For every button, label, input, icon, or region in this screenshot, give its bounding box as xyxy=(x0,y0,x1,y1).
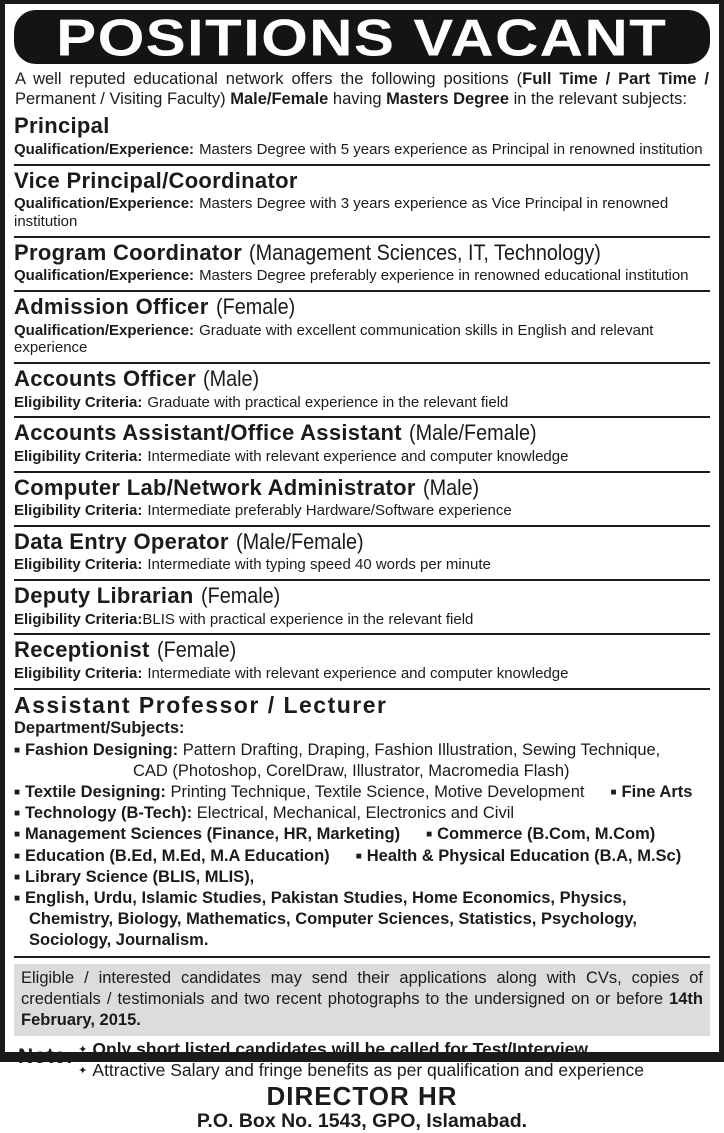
note-section xyxy=(14,1039,710,1080)
job-criteria-text: Intermediate with relevant experience and computer knowledge xyxy=(147,447,569,465)
postal-address: P.O. Box No. 1543, GPO, Islamabad. xyxy=(196,1110,528,1133)
subject-label: Health & Physical Education (B.A, M.Sc) xyxy=(366,846,682,865)
square-bullet-icon: ■ xyxy=(14,808,21,820)
job-title-text: Accounts Assistant/Office Assistant xyxy=(14,420,402,446)
subject-text: Pattern Drafting, Draping, Fashion Illustration, Sewing Technique, xyxy=(178,741,661,760)
square-bullet-icon: ■ xyxy=(14,829,21,841)
note-item xyxy=(78,1060,644,1081)
job-title-text: Data Entry Operator xyxy=(14,528,229,554)
job-criteria-label: Eligibility Criteria: xyxy=(14,447,143,465)
subject-label: Technology (B-Tech): xyxy=(25,804,193,823)
subject-item-textile xyxy=(14,782,710,803)
job-criteria xyxy=(14,502,710,520)
note-items xyxy=(78,1039,644,1080)
job-criteria xyxy=(14,556,710,574)
note-label: Note: xyxy=(18,1045,74,1069)
square-bullet-icon: ■ xyxy=(14,871,21,883)
faculty-title: Assistant Professor / Lecturer xyxy=(14,691,388,718)
job-title-suffix: (Male/Female) xyxy=(235,528,364,554)
job-section-accounts-officer xyxy=(14,364,710,418)
job-title-text: Vice Principal/Coordinator xyxy=(14,167,298,193)
application-deadline: 14th February, 2015. xyxy=(21,990,703,1030)
job-section-data-entry-operator xyxy=(14,527,710,581)
job-criteria-label: Qualification/Experience: xyxy=(14,267,195,285)
job-title xyxy=(14,295,710,320)
subject-label: English, Urdu, Islamic Studies, Pakistan Studies, Home Economics, Physics, Chemistry, Biology, Mathematics, Computer Sciences, Statistics, Psychology, Sociology, Journalism. xyxy=(25,888,637,950)
department-subjects-label: Department/Subjects: xyxy=(14,719,185,738)
subject-item-fashion xyxy=(14,740,710,782)
subject-label: Education (B.Ed, M.Ed, M.A Education) xyxy=(25,846,330,865)
job-criteria xyxy=(14,141,710,159)
subject-label: Textile Designing: xyxy=(25,783,166,802)
square-bullet-icon: ■ xyxy=(610,787,617,799)
job-title-text: Receptionist xyxy=(14,637,150,663)
job-criteria xyxy=(14,611,710,629)
job-section-deputy-librarian xyxy=(14,581,710,635)
subject-label: Fashion Designing: xyxy=(25,741,179,760)
subject-label: Management Sciences (Finance, HR, Marketing) xyxy=(25,825,401,844)
subject-text-continued: CAD (Photoshop, CorelDraw, Illustrator, Macromedia Flash) xyxy=(133,762,570,781)
job-criteria-label: Qualification/Experience: xyxy=(14,195,195,213)
job-criteria-text: Intermediate with typing speed 40 words per minute xyxy=(147,556,491,574)
job-criteria xyxy=(14,322,710,357)
job-section-admission-officer xyxy=(14,292,710,364)
job-criteria xyxy=(14,665,710,683)
job-criteria-text: BLIS with practical experience in the relevant field xyxy=(142,610,474,628)
subject-item-management xyxy=(14,824,710,845)
square-bullet-icon: ■ xyxy=(426,829,433,841)
square-bullet-icon: ■ xyxy=(355,850,362,862)
job-criteria xyxy=(14,267,710,285)
job-title-text: Computer Lab/Network Administrator xyxy=(14,474,416,500)
intro-text: A well reputed educational network offers the following positions ( xyxy=(15,70,523,88)
job-title-suffix: (Management Sciences, IT, Technology) xyxy=(249,239,602,265)
job-title-text: Deputy Librarian xyxy=(14,583,194,609)
job-criteria-label: Eligibility Criteria: xyxy=(14,502,143,520)
job-title xyxy=(14,114,710,139)
subject-text: Electrical, Mechanical, Electronics and Civil xyxy=(192,804,515,823)
header-banner xyxy=(14,7,710,67)
job-section-program-coordinator xyxy=(14,238,710,292)
subject-label: Fine Arts xyxy=(621,783,693,802)
job-title-suffix: (Female) xyxy=(215,293,295,319)
job-title xyxy=(14,241,710,266)
note-item xyxy=(78,1039,644,1060)
subject-label: Commerce (B.Com, M.Com) xyxy=(437,825,656,844)
job-title xyxy=(14,530,710,555)
job-criteria-text: Masters Degree with 5 years experience as Principal in renowned institution xyxy=(199,140,703,158)
job-title xyxy=(14,584,710,609)
job-section-principal xyxy=(14,111,710,165)
job-criteria-label: Eligibility Criteria: xyxy=(14,665,143,683)
page-title: POSITIONS VACANT xyxy=(56,7,668,67)
job-criteria-text: Intermediate preferably Hardware/Software experience xyxy=(147,502,512,520)
square-bullet-icon: ■ xyxy=(14,787,21,799)
application-instructions xyxy=(14,964,710,1036)
job-title-text: Program Coordinator xyxy=(14,239,243,265)
subject-label: Library Science (BLIS, MLIS), xyxy=(25,867,255,886)
star-bullet-icon: ✦ xyxy=(78,1065,88,1078)
intro-paragraph xyxy=(15,69,709,109)
job-title-suffix: (Male) xyxy=(203,365,260,391)
job-title-text: Principal xyxy=(14,113,110,139)
job-criteria-label: Eligibility Criteria: xyxy=(14,610,143,628)
application-text: Eligible / interested candidates may send their applications along with CVs, copies of credentials / testimonials and two recent photographs to the undersigned on or before xyxy=(21,969,703,1009)
job-title-suffix: (Female) xyxy=(200,583,280,609)
intro-bold-masters: Masters Degree xyxy=(386,90,510,109)
job-criteria-label: Eligibility Criteria: xyxy=(14,393,143,411)
star-bullet-icon: ✦ xyxy=(78,1044,88,1057)
job-title xyxy=(14,638,710,663)
job-title-suffix: (Male) xyxy=(422,474,479,500)
note-text: Attractive Salary and fringe benefits as per qualification and experience xyxy=(92,1060,644,1081)
subject-item-library-science xyxy=(14,867,710,888)
job-title-text: Accounts Officer xyxy=(14,365,197,391)
note-text: Only short listed candidates will be called for Test/Interview. xyxy=(92,1039,593,1060)
faculty-section xyxy=(14,690,710,958)
job-title-text: Admission Officer xyxy=(14,293,209,319)
job-title-suffix: (Female) xyxy=(156,637,236,663)
intro-text: Permanent / Visiting Faculty) xyxy=(15,90,231,109)
job-title xyxy=(14,169,710,194)
job-criteria-text: Intermediate with relevant experience and computer knowledge xyxy=(147,665,569,683)
intro-bold-fulltime: Full Time / Part Time / xyxy=(522,70,709,88)
intro-text: having xyxy=(328,90,387,109)
job-criteria-text: Masters Degree with 3 years experience as Vice Principal in renowned institution xyxy=(14,195,669,230)
intro-text: in the relevant subjects: xyxy=(509,90,687,109)
subject-item-technology xyxy=(14,803,710,824)
job-section-vice-principal xyxy=(14,166,710,238)
job-title xyxy=(14,421,710,446)
square-bullet-icon: ■ xyxy=(14,850,21,862)
job-title xyxy=(14,476,710,501)
subject-text: Printing Technique, Textile Science, Motive Development xyxy=(165,783,585,802)
subject-item-education xyxy=(14,846,710,867)
intro-bold-malefemale: Male/Female xyxy=(230,90,329,109)
job-criteria xyxy=(14,448,710,466)
job-title-suffix: (Male/Female) xyxy=(408,420,537,446)
job-title xyxy=(14,367,710,392)
square-bullet-icon: ■ xyxy=(14,745,21,757)
job-criteria-label: Qualification/Experience: xyxy=(14,321,195,339)
job-criteria xyxy=(14,195,710,230)
signatory-title: DIRECTOR HR xyxy=(266,1080,458,1111)
job-criteria-label: Eligibility Criteria: xyxy=(14,556,143,574)
job-criteria-text: Graduate with excellent communication skills in English and relevant experience xyxy=(14,321,654,357)
job-section-network-administrator xyxy=(14,473,710,527)
square-bullet-icon: ■ xyxy=(14,892,21,904)
job-section-receptionist xyxy=(14,635,710,689)
job-criteria xyxy=(14,394,710,412)
job-criteria-label: Qualification/Experience: xyxy=(14,140,195,158)
job-criteria-text: Graduate with practical experience in the relevant field xyxy=(147,393,509,411)
job-criteria-text: Masters Degree preferably experience in renowned educational institution xyxy=(199,267,689,285)
job-section-accounts-assistant xyxy=(14,418,710,472)
subject-item-general xyxy=(14,888,710,951)
